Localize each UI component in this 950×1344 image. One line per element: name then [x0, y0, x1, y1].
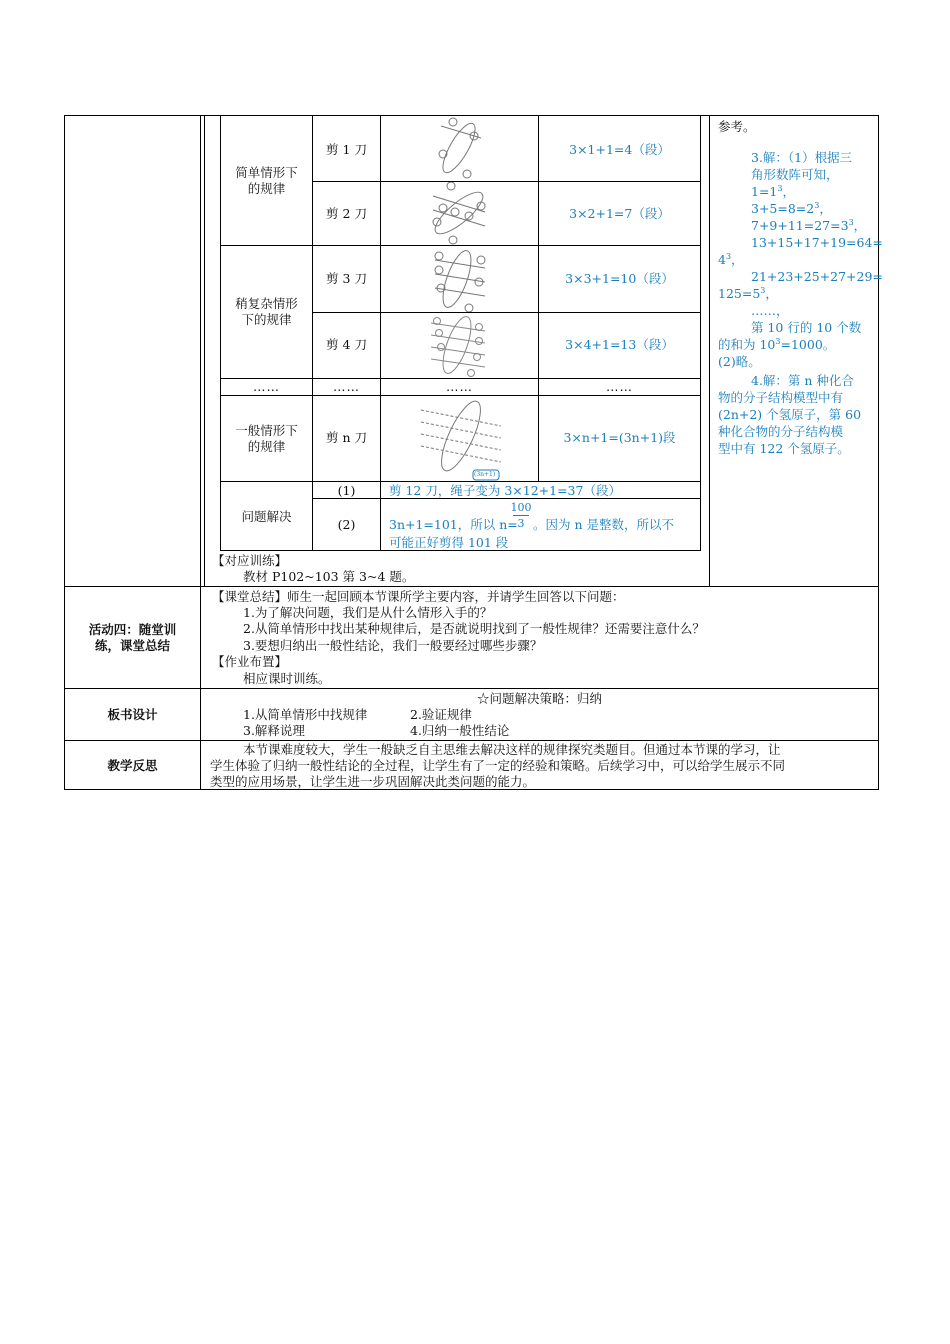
problem-1-num: (1) — [337, 483, 356, 498]
formula-2: 3×2+1=7（段） — [569, 206, 670, 221]
reflection-line-1: 本节课难度较大，学生一般缺乏自主思维去解决这样的规律探究类题目。但通过本节课的学习，让 — [243, 742, 781, 757]
training-heading: 【对应训练】 — [212, 553, 288, 568]
problem-2-text-b: 。因为 n 是整数，所以不 — [533, 517, 674, 532]
board-item-4: 4.归纳一般性结论 — [410, 723, 510, 738]
problem-1-text: 剪 12 刀，绳子变为 3×12+1=37（段） — [389, 483, 621, 498]
problem-2-text-c: 可能正好剪得 101 段 — [389, 535, 509, 550]
board-item-2: 2.验证规律 — [410, 707, 472, 722]
problem-2-fraction: 100 3 — [510, 501, 532, 530]
category-simple: 简单情形下 的规律 — [235, 165, 298, 196]
rope-figure-1 — [381, 116, 538, 181]
formula-4: 3×4+1=13（段） — [565, 337, 674, 352]
formula-3: 3×3+1=10（段） — [565, 271, 674, 286]
cut-ellipsis: …… — [333, 379, 360, 394]
formula-ellipsis: …… — [606, 379, 633, 394]
formula-1: 3×1+1=4（段） — [569, 142, 670, 157]
category-ellipsis: …… — [253, 379, 280, 394]
reflection-label: 教学反思 — [107, 758, 158, 773]
rope-figure-2 — [381, 182, 538, 245]
board-item-3: 3.解释说理 — [243, 723, 305, 738]
board-item-1: 1.从简单情形中找规律 — [243, 707, 368, 722]
cut-3: 剪 3 刀 — [326, 271, 367, 286]
summary-q3: 3.要想归纳出一般性结论，我们一般要经过哪些步骤？ — [243, 638, 543, 653]
summary-line: 【课堂总结】师生一起回顾本节课所学主要内容，并请学生回答以下问题： — [212, 589, 625, 604]
rope-figure-4 — [381, 313, 538, 378]
reflection-line-3: 类型的应用场景，让学生进一步巩固解决此类问题的能力。 — [210, 774, 536, 789]
problem-label: 问题解决 — [241, 509, 292, 524]
activity4-label: 活动四：随堂训 练，课堂总结 — [88, 622, 177, 653]
formula-n: 3×n+1=(3n+1)段 — [563, 430, 676, 445]
category-complex: 稍复杂情形 下的规律 — [235, 296, 298, 327]
summary-q2: 2.从简单情形中找出某种规律后，是否就说明找到了一般性规律？还需要注意什么？ — [243, 621, 705, 636]
rope-figure-3 — [381, 246, 538, 312]
board-title: ☆问题解决策略：归纳 — [476, 691, 602, 706]
problem-2-num: (2) — [337, 517, 356, 532]
category-general: 一般情形下 的规律 — [235, 423, 298, 454]
figure-n-label: (3n+1) — [474, 471, 496, 478]
cut-n: 剪 n 刀 — [326, 430, 367, 445]
training-text: 教材 P102~103 第 3~4 题。 — [243, 569, 415, 584]
homework-heading: 【作业布置】 — [212, 654, 288, 669]
reflection-line-2: 学生体验了归纳一般性结论的全过程，让学生有了一定的经验和策略。后续学习中，可以给学生展示不同 — [210, 758, 786, 773]
figure-ellipsis: …… — [446, 379, 473, 394]
rope-figure-n — [381, 396, 538, 481]
cut-4: 剪 4 刀 — [326, 337, 367, 352]
summary-q1: 1.为了解决问题，我们是从什么情形入手的？ — [243, 605, 493, 620]
cut-2: 剪 2 刀 — [326, 206, 367, 221]
board-label: 板书设计 — [107, 707, 158, 722]
problem-2-text-a: 3n+1=101，所以 n= — [389, 517, 518, 532]
cut-1: 剪 1 刀 — [326, 142, 367, 157]
homework-text: 相应课时训练。 — [243, 671, 331, 686]
